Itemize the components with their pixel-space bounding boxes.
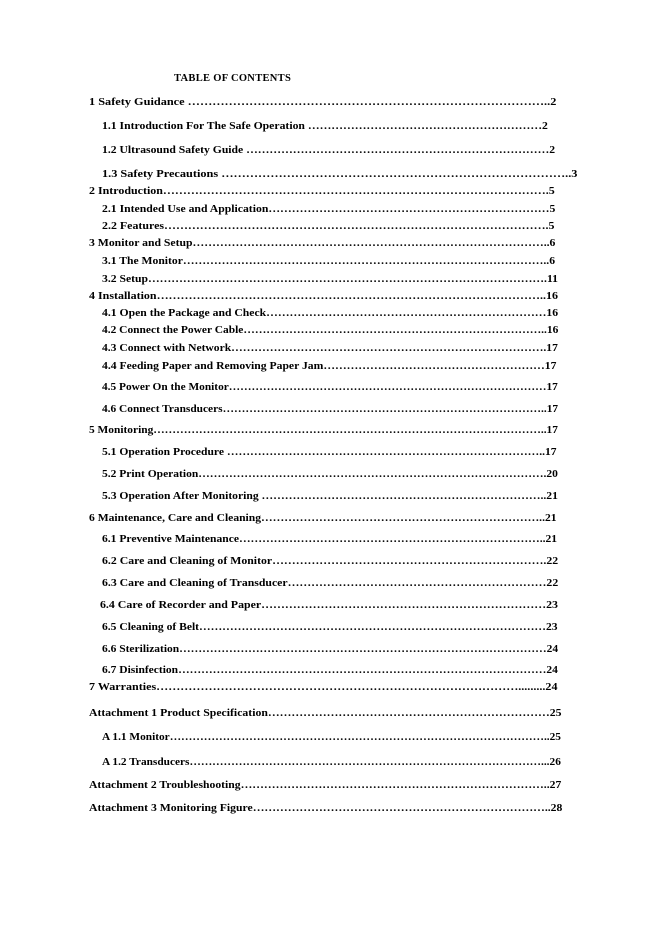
toc-entry-2-2[interactable]: 2.2 Features…………………………………………………………………………………….5 xyxy=(102,221,555,232)
toc-entry-6-4[interactable]: 6.4 Care of Recorder and Paper………………………………………………………………23 xyxy=(100,600,558,611)
toc-entry-1[interactable]: 1 Safety Guidance ……………………………………………………………………………..2 xyxy=(89,97,557,108)
toc-entry-4-1[interactable]: 4.1 Open the Package and Check………………………………………………………………16 xyxy=(102,308,559,319)
toc-entry-6[interactable]: 6 Maintenance, Care and Cleaning………………………………………………………………..21 xyxy=(89,513,557,524)
toc-entry-5-1[interactable]: 5.1 Operation Procedure ………………………………………………………………………..17 xyxy=(102,447,557,458)
toc-attachment-3[interactable]: Attachment 3 Monitoring Figure…………………………………………………………………..28 xyxy=(89,803,563,814)
toc-entry-4[interactable]: 4 Installation……………………………………………………………………………………..16 xyxy=(89,291,558,302)
toc-entry-4-3[interactable]: 4.3 Connect with Network……………………………………………………………………….17 xyxy=(102,343,558,354)
page-title: TABLE OF CONTENTS xyxy=(174,73,292,84)
toc-entry-a1-2[interactable]: A 1.2 Transducers…………………………………………………………………………………...26 xyxy=(102,757,561,768)
toc-entry-4-2[interactable]: 4.2 Connect the Power Cable……………………………………………………………………..16 xyxy=(102,325,559,336)
toc-entry-6-3[interactable]: 6.3 Care and Cleaning of Transducer…………………………………………………………22 xyxy=(102,578,559,589)
toc-entry-6-2[interactable]: 6.2 Care and Cleaning of Monitor…………………………………………………………….22 xyxy=(102,556,559,567)
toc-entry-3-1[interactable]: 3.1 The Monitor…………………………………………………………………………………..6 xyxy=(102,256,556,267)
toc-entry-6-7[interactable]: 6.7 Disinfection……………………………………………………………………………………24 xyxy=(102,665,558,676)
toc-entry-5[interactable]: 5 Monitoring…………………………………………………………………………………………..17 xyxy=(89,425,558,436)
toc-entry-6-1[interactable]: 6.1 Preventive Maintenance……………………………………………………………………..21 xyxy=(102,534,558,545)
toc-entry-4-4[interactable]: 4.4 Feeding Paper and Removing Paper Jam…………………………………………………17 xyxy=(102,361,557,372)
toc-attachment-2[interactable]: Attachment 2 Troubleshooting……………………………………………………………………..27 xyxy=(89,780,562,791)
toc-entry-4-6[interactable]: 4.6 Connect Transducers…………………………………………………………………………..17 xyxy=(102,404,559,415)
toc-entry-7[interactable]: 7 Warranties……………………………………………………………………………….........24 xyxy=(89,682,558,693)
toc-entry-5-3[interactable]: 5.3 Operation After Monitoring ………………………………………………………………..21 xyxy=(102,491,558,502)
toc-entry-6-5[interactable]: 6.5 Cleaning of Belt………………………………………………………………………………23 xyxy=(102,622,558,633)
toc-entry-5-2[interactable]: 5.2 Print Operation……………………………………………………………………………….20 xyxy=(102,469,558,480)
toc-entry-2[interactable]: 2 Introduction…………………………………………………………………………………….5 xyxy=(89,186,555,197)
toc-entry-a1-1[interactable]: A 1.1 Monitor………………………………………………………………………………………..25 xyxy=(102,732,561,743)
toc-entry-1-3[interactable]: 1.3 Safety Precautions …………………………………………………………………………..3 xyxy=(102,169,578,180)
toc-entry-3[interactable]: 3 Monitor and Setup………………………………………………………………………………..6 xyxy=(89,238,556,249)
toc-entry-6-6[interactable]: 6.6 Sterilization……………………………………………………………………………………24 xyxy=(102,644,559,655)
toc-entry-4-5[interactable]: 4.5 Power On the Monitor…………………………………………………………………………17 xyxy=(102,382,558,393)
toc-entry-1-2[interactable]: 1.2 Ultrasound Safety Guide ……………………………………………………………………2 xyxy=(102,145,556,156)
toc-entry-2-1[interactable]: 2.1 Intended Use and Application………………………………………………………………5 xyxy=(102,204,556,215)
toc-entry-1-1[interactable]: 1.1 Introduction For The Safe Operation ……………………………………………………2 xyxy=(102,121,548,132)
toc-entry-3-2[interactable]: 3.2 Setup………………………………………………………………………………………….11 xyxy=(102,274,558,285)
toc-attachment-1[interactable]: Attachment 1 Product Specification………………………………………………………………25 xyxy=(89,708,562,719)
